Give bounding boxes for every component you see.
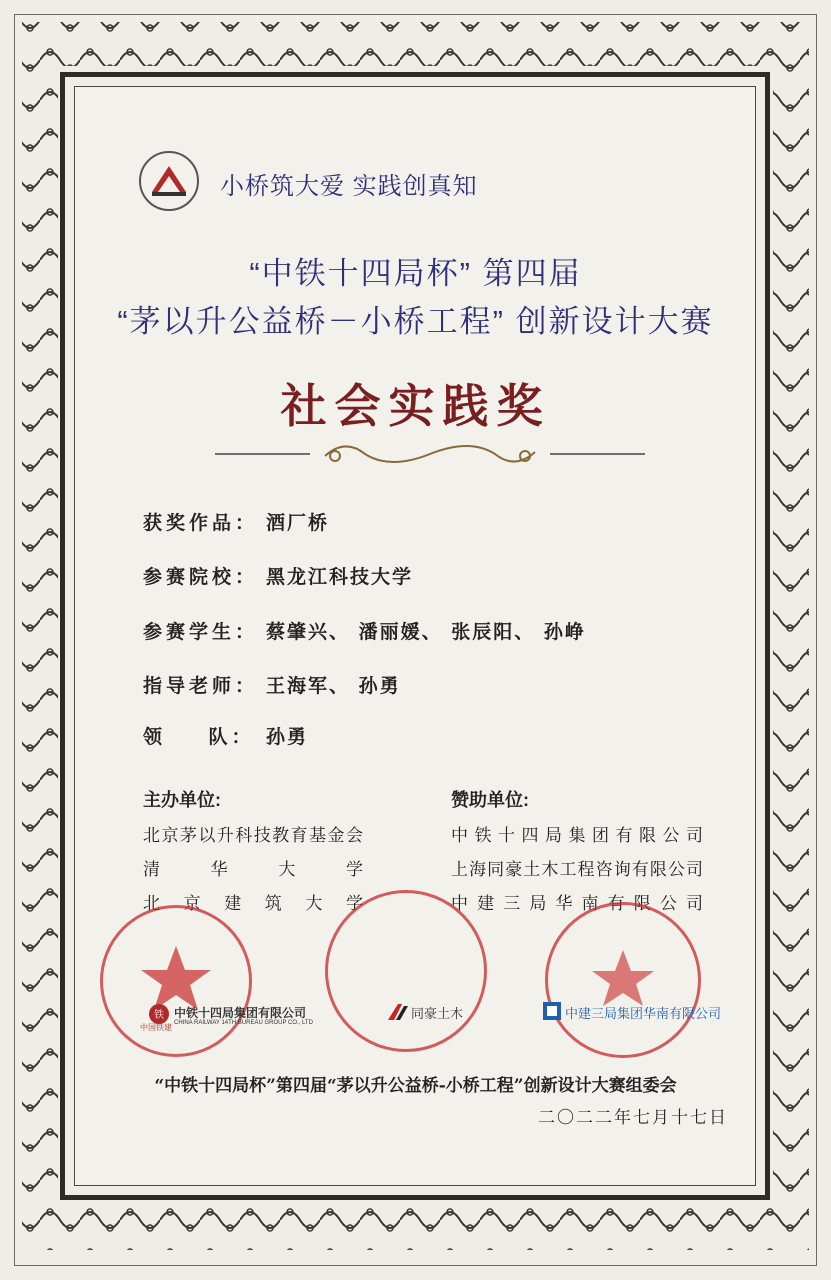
svg-text:铁: 铁	[154, 1010, 164, 1021]
organizers-title: 主办单位:	[143, 790, 221, 810]
sponsor-item: 上海同豪土木工程咨询有限公司	[451, 860, 703, 879]
cscec-logo-text: 中建三局集团华南有限公司	[565, 1006, 722, 1021]
field-value-work: 酒厂桥	[266, 512, 330, 534]
field-value-school: 黑龙江科技大学	[266, 566, 414, 588]
sponsor-item: 中铁十四局集团有限公司	[451, 826, 703, 845]
crcc-logo-text: 中铁十四局集团有限公司	[174, 1006, 307, 1020]
issue-date: 二〇二二年七月十七日	[538, 1108, 728, 1128]
flourish-divider	[215, 436, 645, 472]
sponsor-item: 中建三局华南有限公司	[451, 894, 703, 913]
field-label-advisors: 指导老师：	[143, 675, 259, 697]
competition-title-line1: “中铁十四局杯” 第四届	[249, 256, 582, 291]
competition-title-line2: “茅以升公益桥－小桥工程” 创新设计大赛	[117, 304, 714, 339]
cscec-seal	[545, 902, 701, 1058]
tonghao-logo-text: 同豪土木	[411, 1006, 464, 1021]
foundation-seal	[325, 890, 487, 1052]
organizer-item: 清华大学	[143, 860, 363, 879]
sponsors-title: 赞助单位:	[451, 790, 529, 810]
crcc-mark-text: 中国铁建	[140, 1023, 172, 1032]
crcc-logo-en: CHINA RAILWAY 14TH BUREAU GROUP CO., LTD	[174, 1020, 313, 1026]
slogan: 小桥筑大爱 实践创真知	[220, 173, 478, 200]
field-label-work: 获奖作品：	[143, 512, 259, 534]
red-star-icon	[103, 908, 249, 1054]
tonghao-logo-icon	[388, 1002, 408, 1020]
red-star-icon	[548, 905, 698, 1055]
field-value-advisors: 王海军、 孙勇	[266, 675, 401, 697]
organizer-item: 北京建筑大学	[143, 894, 363, 913]
field-value-leader: 孙勇	[266, 726, 309, 748]
award-name: 社会实践奖	[280, 379, 551, 433]
tsinghua-seal	[100, 905, 252, 1057]
competition-logo-icon	[138, 150, 200, 212]
field-label-students: 参赛学生：	[143, 621, 259, 643]
organizer-item: 北京茅以升科技教育基金会	[143, 826, 363, 845]
field-value-students: 蔡肇兴、 潘丽媛、 张辰阳、 孙峥	[266, 621, 586, 643]
organizing-committee: “中铁十四局杯”第四届“茅以升公益桥-小桥工程”创新设计大赛组委会	[154, 1076, 677, 1096]
field-label-leader: 领 队：	[143, 726, 255, 748]
cscec-logo-icon	[543, 1002, 561, 1020]
field-label-school: 参赛院校：	[143, 566, 259, 588]
